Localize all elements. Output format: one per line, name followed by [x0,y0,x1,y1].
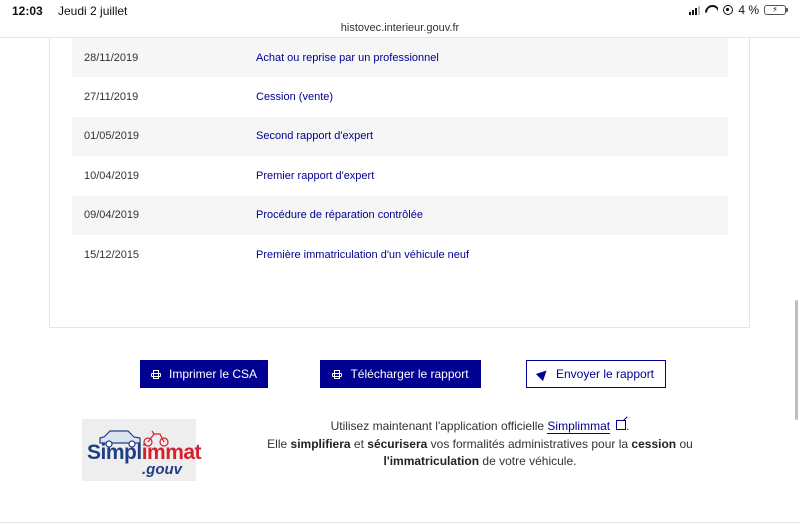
printer-icon [151,370,161,379]
history-date: 15/12/2015 [84,248,140,261]
history-row [72,196,728,235]
history-date: 01/05/2019 [84,130,140,143]
history-table [72,38,728,274]
print-csa-button[interactable] [140,360,268,388]
print-csa-label: Imprimer le CSA [168,367,257,381]
printer-icon [332,370,342,379]
download-report-label: Télécharger le rapport [350,367,469,381]
download-report-button[interactable] [320,360,481,388]
wifi-icon [705,5,718,15]
battery-percent: 4 % [738,3,759,17]
history-event: Second rapport d'expert [256,130,374,143]
logo-suffix: .gouv [142,461,182,478]
address-bar-url[interactable]: histovec.interieur.gouv.fr [340,22,460,34]
history-date: 10/04/2019 [84,169,140,182]
simplimmat-logo[interactable] [82,419,202,481]
status-bar [0,0,800,22]
clock: 12:03 [12,4,43,18]
history-event: Achat ou reprise par un professionnel [256,51,439,64]
history-date: 09/04/2019 [84,209,140,222]
history-event: Première immatriculation d'un véhicule neuf [256,248,470,261]
history-row [72,235,728,274]
history-row [72,77,728,116]
simplimmat-link[interactable]: Simplimmat [547,419,611,433]
external-link-icon [616,420,626,430]
history-event: Procédure de réparation contrôlée [256,209,423,222]
divider [0,522,800,523]
rotation-lock-icon [723,5,733,15]
send-report-button[interactable] [526,360,666,388]
history-event: Cession (vente) [256,91,334,104]
date: Jeudi 2 juillet [58,4,128,18]
history-date: 27/11/2019 [84,91,139,104]
send-icon [536,367,550,381]
battery-charging-icon: ⚡ [764,5,786,15]
history-row [72,117,728,156]
logo-wordmark: Simplimmat [87,441,202,464]
send-report-label: Envoyer le rapport [555,367,655,381]
signal-icon [689,5,700,15]
history-event: Premier rapport d'expert [256,169,375,182]
history-date: 28/11/2019 [84,51,139,64]
simplimmat-promo: Utilisez maintenant l'application officielle Simplimmat . Elle simplifiera et sécurisera vos formalités administratives pour la cession ou l'immatriculation de votre véhicule. [267,419,693,468]
scrollbar[interactable] [795,300,798,420]
status-icons [689,3,786,17]
history-row [72,156,728,195]
history-row [72,38,728,77]
